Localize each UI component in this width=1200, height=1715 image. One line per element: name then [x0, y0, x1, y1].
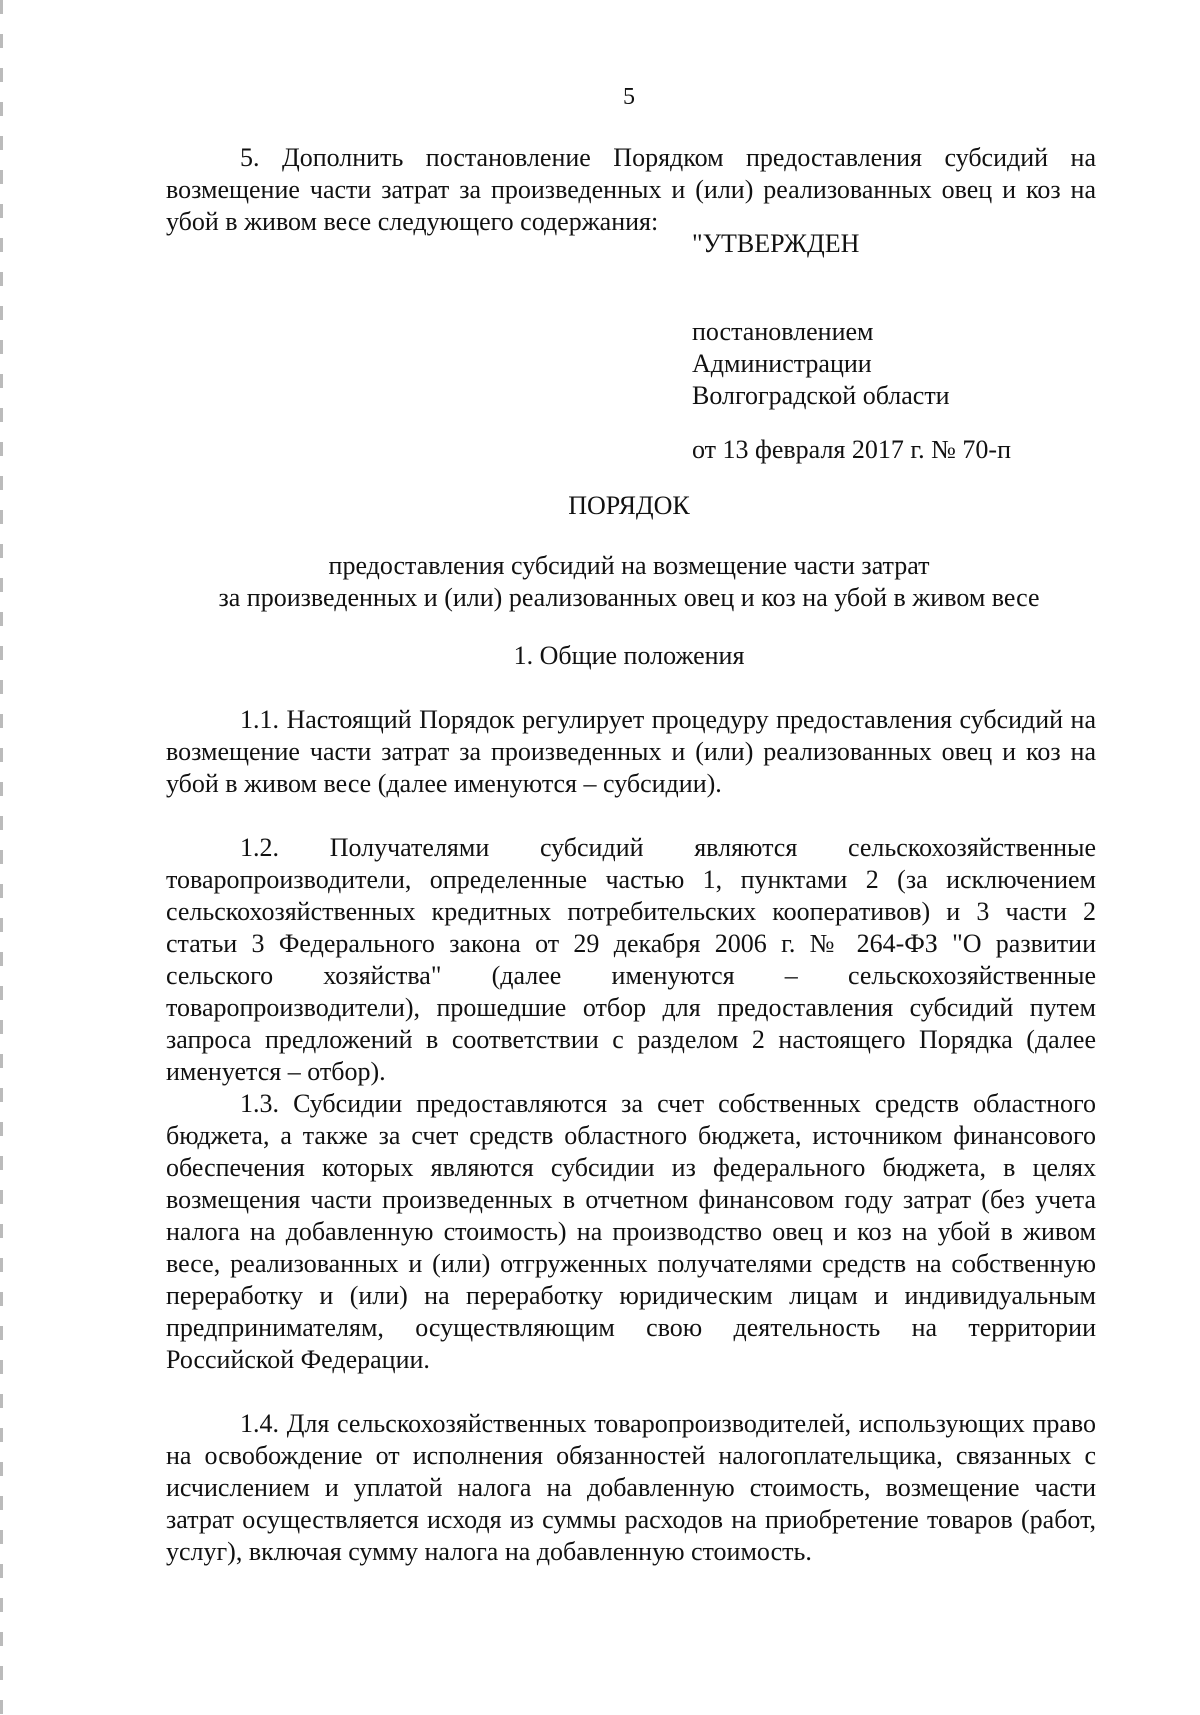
clause-1-2: 1.2. Получателями субсидий являются сельскохозяйственные товаропроизводители, определенные частью 1, пунктами 2 (за исключением сельскохозяйственных кредитных потребительских кооперативов) и 3 части 2 статьи 3 Федерального закона от 29 декабря 2006 г. № 264-ФЗ "О развитии сельского хозяйства" (далее именуются – сельскохозяйственные товаропроизводители), прошедшие отбор для предоставления субсидий путем запроса предложений в соответствии с разделом 2 настоящего Порядка (далее именуется – отбор). — [166, 833, 1096, 1086]
document-title: ПОРЯДОК — [568, 491, 690, 520]
intro-paragraph: 5. Дополнить постановление Порядком предоставления субсидий на возмещение части затрат за произведенных и (или) реализованных овец и коз на убой в живом весе следующего содержания: — [166, 143, 1096, 236]
page-number: 5 — [623, 84, 635, 110]
approval-status: "УТВЕРЖДЕН — [692, 229, 860, 258]
approval-line-1: постановлением — [692, 317, 874, 346]
document-subtitle-line-2: за произведенных и (или) реализованных овец и коз на убой в живом весе — [218, 583, 1040, 612]
clause-1-1: 1.1. Настоящий Порядок регулирует процедуру предоставления субсидий на возмещение части затрат за произведенных и (или) реализованных овец и коз на убой в живом весе (далее именуются – субсидии). — [166, 705, 1096, 798]
approval-block — [692, 316, 950, 412]
section-heading: 1. Общие положения — [513, 641, 745, 670]
clause-1-4: 1.4. Для сельскохозяйственных товаропроизводителей, использующих право на освобождение от исполнения обязанностей налогоплательщика, связанных с исчислением и уплатой налога на добавленную стоимость, возмещение части затрат осуществляется исходя из суммы расходов на приобретение товаров (работ, услуг), включая сумму налога на добавленную стоимость. — [166, 1409, 1096, 1566]
scan-edge-marks — [0, 0, 3, 1715]
approval-line-3: Волгоградской области — [692, 381, 950, 410]
document-subtitle-line-1: предоставления субсидий на возмещение части затрат — [328, 551, 930, 580]
approval-date: от 13 февраля 2017 г. № 70-п — [692, 435, 1011, 464]
clause-1-3: 1.3. Субсидии предоставляются за счет собственных средств областного бюджета, а также за счет средств областного бюджета, источником финансового обеспечения которых являются субсидии из федерального бюджета, в целях возмещения части произведенных в отчетном финансовом году затрат (без учета налога на добавленную стоимость) на производство овец и коз на убой в живом весе, реализованных и (или) отгруженных получателями средств на собственную переработку и (или) на переработку юридическим лицам и индивидуальным предпринимателям, осуществляющим свою деятельность на территории Российской Федерации. — [166, 1089, 1096, 1374]
approval-line-2: Администрации — [692, 349, 872, 378]
